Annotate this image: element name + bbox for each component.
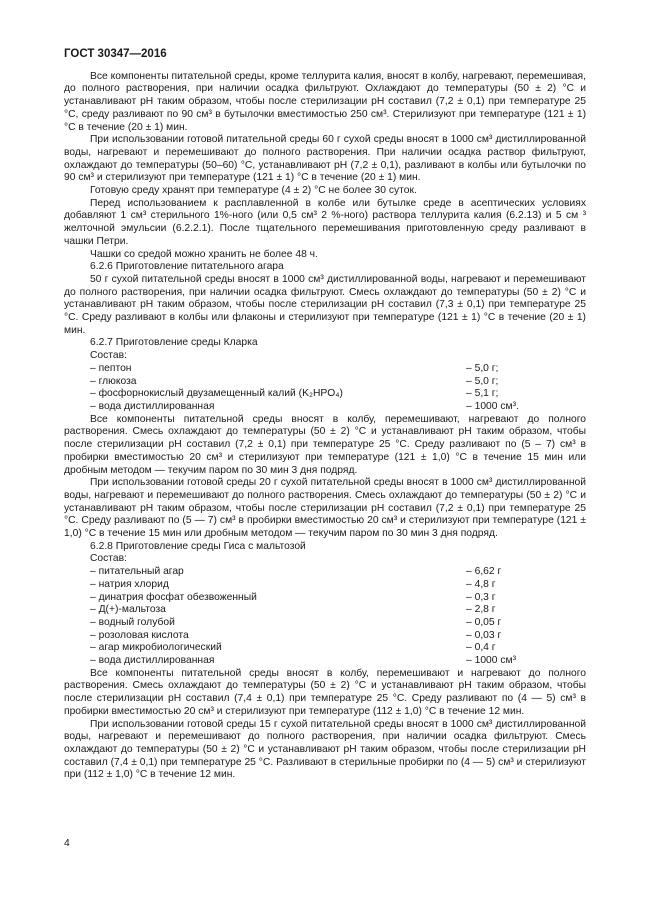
paragraph: Готовую среду хранят при температуре (4 ± 2) °С не более 30 суток. bbox=[90, 185, 417, 197]
list-item bbox=[64, 617, 586, 630]
ingredient-amount: – 0,05 г bbox=[466, 616, 502, 628]
ingredient-amount: – 5,0 г; bbox=[466, 375, 499, 387]
ingredient-amount: – 0,03 г bbox=[466, 629, 502, 641]
paragraph: Все компоненты питательной среды, кроме теллурита калия, вносят в колбу, нагревают, перемешивая, до полного растворения, при наличии осадка фильтруют. Охлаждают до температуры (50 ± 2) °С и устанавливают pH таким образом, чтобы после стерилизации pH составил (7,2 ± 0,1) при температуре 25 °С, среду разливают по 90 см³ в бутылочки вместимостью 250 см³. Стерилизуют при температуре (121 ± 1) °С в течение (20 ± 1) мин. bbox=[64, 70, 586, 133]
list-item bbox=[64, 579, 586, 592]
ingredient-amount: – 2,8 г bbox=[466, 604, 496, 616]
composition-list-gis bbox=[64, 566, 586, 668]
list-item bbox=[64, 566, 586, 579]
section-heading-6-2-7: 6.2.7 Приготовление среды Кларка bbox=[90, 337, 258, 349]
paragraph: Чашки со средой можно хранить не более 48 ч. bbox=[90, 248, 318, 260]
ingredient-name: – Д(+)-мальтоза bbox=[90, 604, 166, 616]
paragraph: При использовании готовой питательной среды 60 г сухой среды вносят в 1000 см³ дистиллированной воды, нагревают и перемешивают до полного растворения. При наличии осадка раствор фильтруют, охлаждают до температуры (50–60) °С, устанавливают pH (7,2 ± 0,1), разливают в колбы или бутылочки по 90 см³ и стерилизуют при температуре (121 ± 1) °С в течение (20 ± 1) мин. bbox=[64, 134, 586, 184]
ingredient-name: – пептон bbox=[90, 362, 132, 374]
section-heading-6-2-8: 6.2.8 Приготовление среды Гиса с мальтозой bbox=[90, 540, 306, 552]
ingredient-amount: – 1000 см³. bbox=[466, 400, 519, 412]
ingredient-amount: – 5,0 г; bbox=[466, 362, 499, 374]
ingredient-amount: – 5,1 г; bbox=[466, 388, 499, 400]
paragraph: 50 г сухой питательной среды вносят в 1000 см³ дистиллированной воды, нагревают и перемешивают до полного растворения, при наличии осадка фильтруют. Смесь охлаждают до температуры (50 ± 2) °С и устанавливают pH таким образом, чтобы после стерилизации pH составил (7,3 ± 0,1) при температуре 25 °С. Среду разливают в колбы или флаконы и стерилизуют при температуре (121 ± 1) °С в течение (20 ± 1) мин. bbox=[64, 273, 586, 336]
ingredient-name: – розоловая кислота bbox=[90, 629, 189, 641]
ingredient-name: – питательный агар bbox=[90, 566, 184, 578]
ingredient-amount: – 1000 см³ bbox=[466, 655, 517, 667]
ingredient-name: – глюкоза bbox=[90, 375, 137, 387]
paragraph: При использовании готовой среды 15 г сухой питательной среды вносят в 1000 см³ дистиллированной воды, нагревают и перемешивают до полного растворения, при наличии осадка фильтруют. Смесь охлаждают до температуры (50 ± 2) °С и устанавливают pH таким образом, чтобы после стерилизации pH составил (7,4 ± 0,1) при температуре 25 °С. Разливают в стерильные пробирки по (4 — 5) см³ и стерилизуют при (112 ± 1,0) °С в течение 12 мин. bbox=[64, 718, 586, 781]
ingredient-name: – динатрия фосфат обезвоженный bbox=[90, 591, 257, 603]
ingredient-name: – натрия хлорид bbox=[90, 578, 169, 590]
section-heading-6-2-6: 6.2.6 Приготовление питательного агара bbox=[90, 261, 284, 273]
list-item bbox=[64, 363, 586, 376]
ingredient-name: – вода дистиллированная bbox=[90, 655, 215, 667]
composition-label: Состав: bbox=[90, 350, 127, 362]
list-item bbox=[64, 401, 586, 414]
composition-label: Состав: bbox=[90, 553, 127, 565]
list-item bbox=[64, 630, 586, 643]
ingredient-amount: – 4,8 г bbox=[466, 578, 496, 590]
list-item bbox=[64, 592, 586, 605]
paragraph: Перед использованием к расплавленной в колбе или бутылке среде в асептических условиях добавляют 1 см³ стерильного 1%-ного (или 0,5 см³ 2 %-ного) раствора теллурита калия (6.2.13) и 5 см ³ желточной эмульсии (6.2.2.1). После тщательного перемешивания приготовленную среду разливают в чашки Петри. bbox=[64, 197, 586, 247]
composition-list-clark bbox=[64, 363, 586, 414]
paragraph: Все компоненты питательной среды вносят в колбу, перемешивают, нагревают до полного растворения. Смесь охлаждают до температуры (50 ± 2) °С и устанавливают pH таким образом, чтобы после стерилизации pH составил (7,2 ± 0,1) при температуре 25 °С. Среду разливают по (5 – 7) см³ в пробирки вместимостью 20 см³ и стерилизуют при температуре (121 ± 1,0) °С в течение 15 мин или дробным методом — текучим паром по 30 мин 3 дня подряд. bbox=[64, 413, 586, 476]
ingredient-name: – вода дистиллированная bbox=[90, 400, 215, 412]
ingredient-name: – водный голубой bbox=[90, 616, 175, 628]
paragraph: Все компоненты питательной среды вносят в колбу, перемешивают и нагревают до полного растворения. Смесь охлаждают до температуры (50 ± 2) °С и устанавливают pH таким образом, чтобы после стерилизации pH составил (7,4 ± 0,1) при температуре 25 °С. Среду разливают по (4 — 5) см³ в пробирки вместимостью 20 см³ и стерилизуют при температуре (112 ± 1,0) °С в течение 12 мин. bbox=[64, 667, 586, 717]
ingredient-name: – фосфорнокислый двузамещенный калий (K₂HPO₄) bbox=[90, 388, 343, 400]
list-item bbox=[64, 642, 586, 655]
list-item bbox=[64, 604, 586, 617]
list-item bbox=[64, 655, 586, 668]
page-number: 4 bbox=[64, 838, 70, 849]
list-item bbox=[64, 388, 586, 401]
document-header: ГОСТ 30347—2016 bbox=[64, 48, 167, 60]
paragraph: При использовании готовой среды 20 г сухой питательной среды вносят в 1000 см³ дистиллированной воды, нагревают и перемешивают до полного растворения. Смесь охлаждают до температуры (50 ± 2) °С и устанавливают pH таким образом, чтобы после стерилизации pH составил (7,2 ± 0,1) при температуре 25 °С. Среду разливают по (5 — 7) см³ в пробирки вместимостью 20 см³ и стерилизуют при температуре (121 ± 1,0) °С в течение 15 мин или дробным методом — текучим паром по 30 мин 3 дня подряд. bbox=[64, 477, 586, 540]
list-item bbox=[64, 376, 586, 389]
ingredient-amount: – 0,3 г bbox=[466, 591, 496, 603]
ingredient-amount: – 6,62 г bbox=[466, 566, 502, 578]
ingredient-amount: – 0,4 г bbox=[466, 642, 496, 654]
document-page bbox=[64, 48, 586, 782]
ingredient-name: – агар микробиологический bbox=[90, 642, 222, 654]
